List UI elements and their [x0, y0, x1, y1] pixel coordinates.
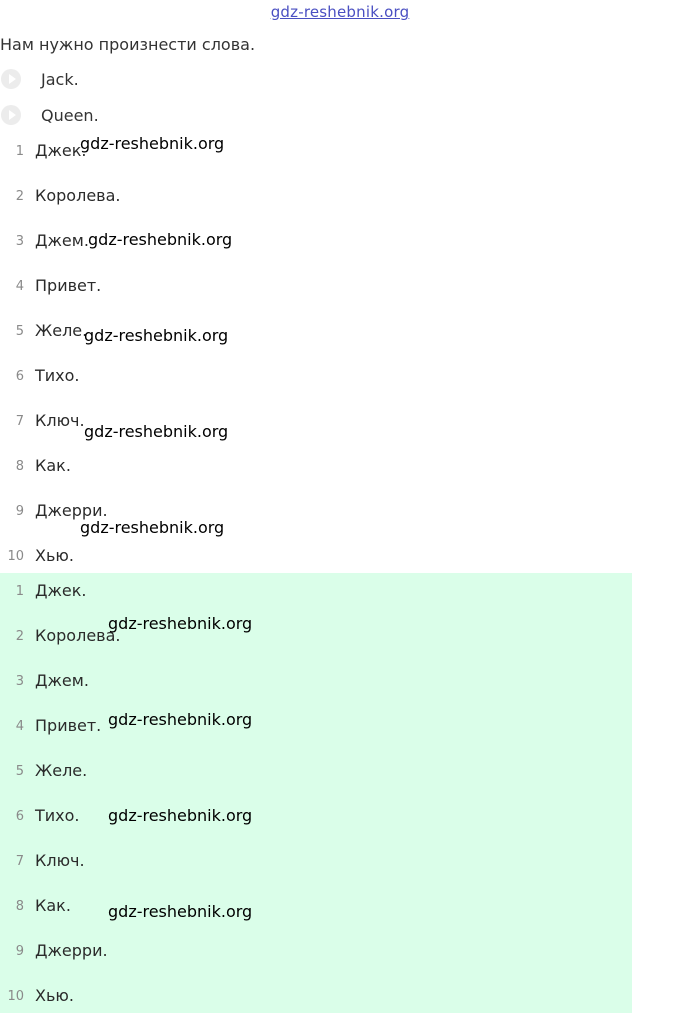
item-number: 9: [15, 504, 24, 519]
item-number: 4: [15, 279, 24, 294]
item-number: 7: [15, 854, 24, 869]
item-number: 3: [15, 674, 24, 689]
item-number: 6: [15, 369, 24, 384]
list-item: [0, 455, 632, 479]
item-word: Как.: [35, 896, 71, 915]
list-item: [0, 805, 632, 829]
watermark: gdz-reshebnik.org: [84, 422, 229, 441]
list-item: [0, 185, 632, 209]
item-word: Ключ.: [35, 411, 85, 430]
play-icon[interactable]: [1, 69, 21, 89]
item-word: Королева.: [35, 626, 121, 645]
item-word: Джем.: [35, 231, 89, 250]
item-number: 8: [15, 899, 24, 914]
watermark: gdz-reshebnik.org: [108, 614, 253, 633]
item-word: Ключ.: [35, 851, 85, 870]
list-item: [0, 545, 632, 569]
item-word: Королева.: [35, 186, 121, 205]
list-item: [0, 940, 632, 964]
item-word: Тихо.: [35, 806, 80, 825]
item-number: 2: [15, 189, 24, 204]
item-number: 1: [15, 584, 24, 599]
item-number: 5: [15, 324, 24, 339]
list-item: [0, 275, 632, 299]
watermark: gdz-reshebnik.org: [108, 710, 253, 729]
audio-label: Queen.: [41, 105, 99, 125]
item-number: 10: [7, 549, 24, 564]
item-number: 9: [15, 944, 24, 959]
item-word: Желе.: [35, 761, 88, 780]
list-item: [0, 715, 632, 739]
item-word: Джем.: [35, 671, 89, 690]
item-word: Желе.: [35, 321, 88, 340]
item-word: Джек.: [35, 581, 87, 600]
item-number: 5: [15, 764, 24, 779]
item-number: 4: [15, 719, 24, 734]
item-word: Привет.: [35, 276, 102, 295]
audio-row-jack[interactable]: [0, 68, 79, 90]
item-word: Джерри.: [35, 941, 108, 960]
item-number: 7: [15, 414, 24, 429]
watermark: gdz-reshebnik.org: [108, 902, 253, 921]
item-word: Джек.: [35, 141, 87, 160]
intro-text: Нам нужно произнести слова.: [0, 35, 256, 54]
question-list: [0, 140, 632, 570]
item-word: Хью.: [35, 546, 74, 565]
watermark: gdz-reshebnik.org: [80, 518, 225, 537]
watermark: gdz-reshebnik.org: [88, 230, 233, 249]
watermark: gdz-reshebnik.org: [80, 134, 225, 153]
site-header-link[interactable]: gdz-reshebnik.org: [270, 3, 410, 21]
item-word: Привет.: [35, 716, 102, 735]
list-item: [0, 580, 632, 604]
watermark: gdz-reshebnik.org: [84, 326, 229, 345]
item-number: 3: [15, 234, 24, 249]
item-number: 1: [15, 144, 24, 159]
list-item: [0, 985, 632, 1009]
item-word: Тихо.: [35, 366, 80, 385]
list-item: [0, 760, 632, 784]
item-number: 8: [15, 459, 24, 474]
list-item: [0, 365, 632, 389]
list-item: [0, 850, 632, 874]
item-number: 6: [15, 809, 24, 824]
audio-row-queen[interactable]: [0, 104, 99, 126]
list-item: [0, 895, 632, 919]
item-word: Как.: [35, 456, 71, 475]
item-word: Хью.: [35, 986, 74, 1005]
answer-list: [0, 573, 632, 1013]
play-icon[interactable]: [1, 105, 21, 125]
watermark: gdz-reshebnik.org: [108, 806, 253, 825]
item-number: 10: [7, 989, 24, 1004]
item-word: Джерри.: [35, 501, 108, 520]
audio-label: Jack.: [41, 69, 79, 89]
list-item: [0, 625, 632, 649]
list-item: [0, 670, 632, 694]
item-number: 2: [15, 629, 24, 644]
